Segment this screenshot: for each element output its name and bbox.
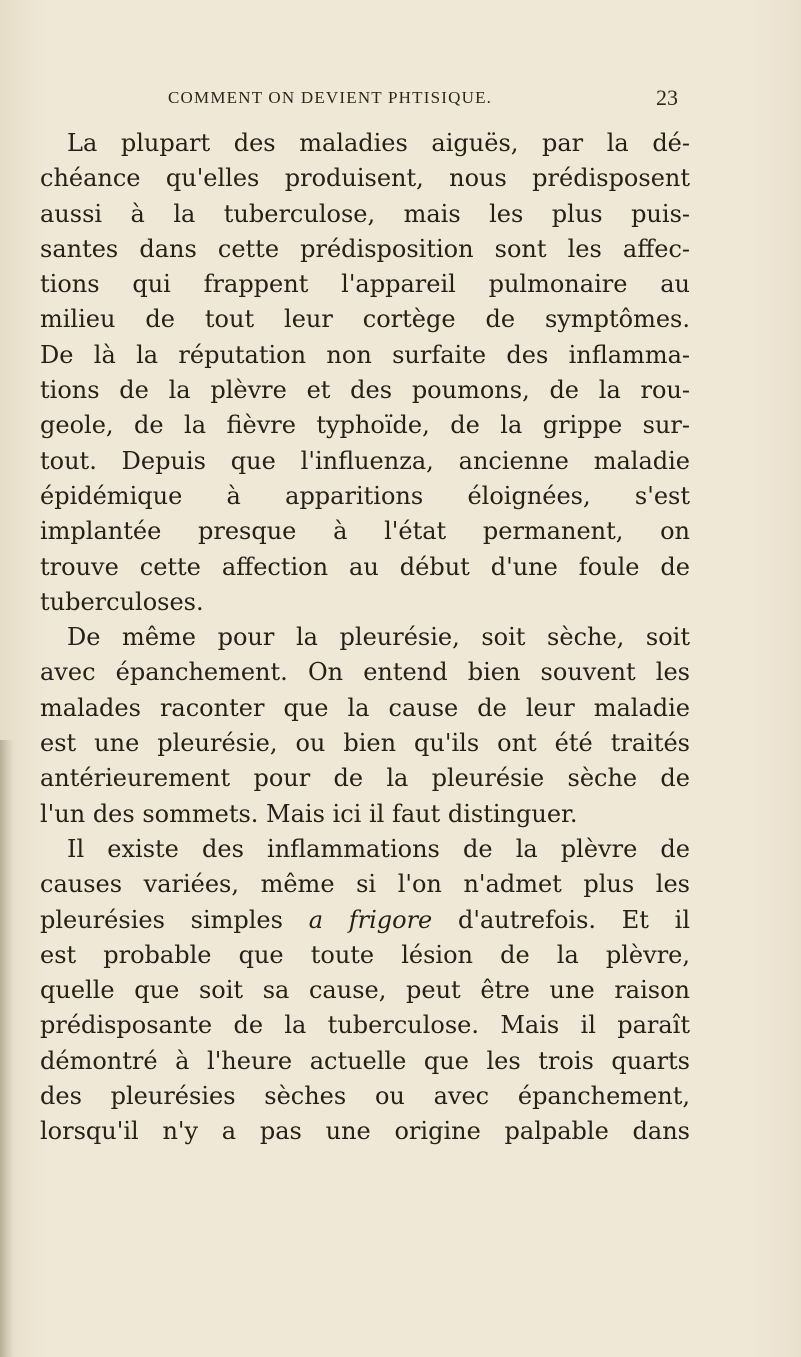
text-line: tuberculoses. xyxy=(40,587,204,616)
text-line: lorsqu'il n'y a pas une origine palpable dans xyxy=(40,1117,690,1146)
text-line: épidémique à apparitions éloignées, s'est xyxy=(40,481,690,510)
text-line: quelle que soit sa cause, peut être une raison xyxy=(40,976,690,1005)
body-text xyxy=(40,126,690,1150)
text-line-with-italic xyxy=(40,903,690,938)
text-line: prédisposante de la tuberculose. Mais il paraît xyxy=(40,1011,690,1040)
text-line: des pleurésies sèches ou avec épanchement, xyxy=(40,1082,690,1111)
text-line: geole, de la fièvre typhoïde, de la grippe sur- xyxy=(40,411,690,440)
text-line: tout. Depuis que l'influenza, ancienne maladie xyxy=(40,446,690,475)
text-segment: pleurésies simples xyxy=(40,905,283,934)
text-line: milieu de tout leur cortège de symptômes. xyxy=(40,305,690,334)
text-line: aussi à la tuberculose, mais les plus puis- xyxy=(40,199,690,228)
text-line: démontré à l'heure actuelle que les trois quarts xyxy=(40,1046,690,1075)
page-gutter-shadow xyxy=(0,740,14,1357)
text-line: De là la réputation non surfaite des inflamma- xyxy=(40,340,690,369)
running-title: COMMENT ON DEVIENT PHTISIQUE. xyxy=(168,88,493,107)
text-line: chéance qu'elles produisent, nous prédisposent xyxy=(40,164,690,193)
page-number: 23 xyxy=(656,85,678,110)
text-line: La plupart des maladies aiguës, par la dé- xyxy=(67,129,690,157)
text-line: avec épanchement. On entend bien souvent les xyxy=(40,658,690,687)
text-line: causes variées, même si l'on n'admet plus les xyxy=(40,870,690,899)
text-line: trouve cette affection au début d'une foule de xyxy=(40,552,690,581)
text-line: l'un des sommets. Mais ici il faut distinguer. xyxy=(40,799,578,828)
text-line: implantée presque à l'état permanent, on xyxy=(40,517,690,546)
text-line: santes dans cette prédisposition sont les affec- xyxy=(40,234,690,263)
text-line: De même pour la pleurésie, soit sèche, soit xyxy=(67,623,690,652)
text-line: Il existe des inflammations de la plèvre de xyxy=(67,834,690,863)
text-line: est probable que toute lésion de la plèvre, xyxy=(40,940,690,969)
text-line: tions qui frappent l'appareil pulmonaire au xyxy=(40,270,690,299)
text-line: tions de la plèvre et des poumons, de la rou- xyxy=(40,376,690,405)
text-line: antérieurement pour de la pleurésie sèche de xyxy=(40,764,690,793)
running-head xyxy=(168,85,678,114)
italic-phrase: a frigore xyxy=(308,905,433,934)
text-segment: d'autrefois. Et il xyxy=(458,905,691,934)
text-line: malades raconter que la cause de leur maladie xyxy=(40,693,690,722)
text-line: est une pleurésie, ou bien qu'ils ont été traités xyxy=(40,729,690,758)
